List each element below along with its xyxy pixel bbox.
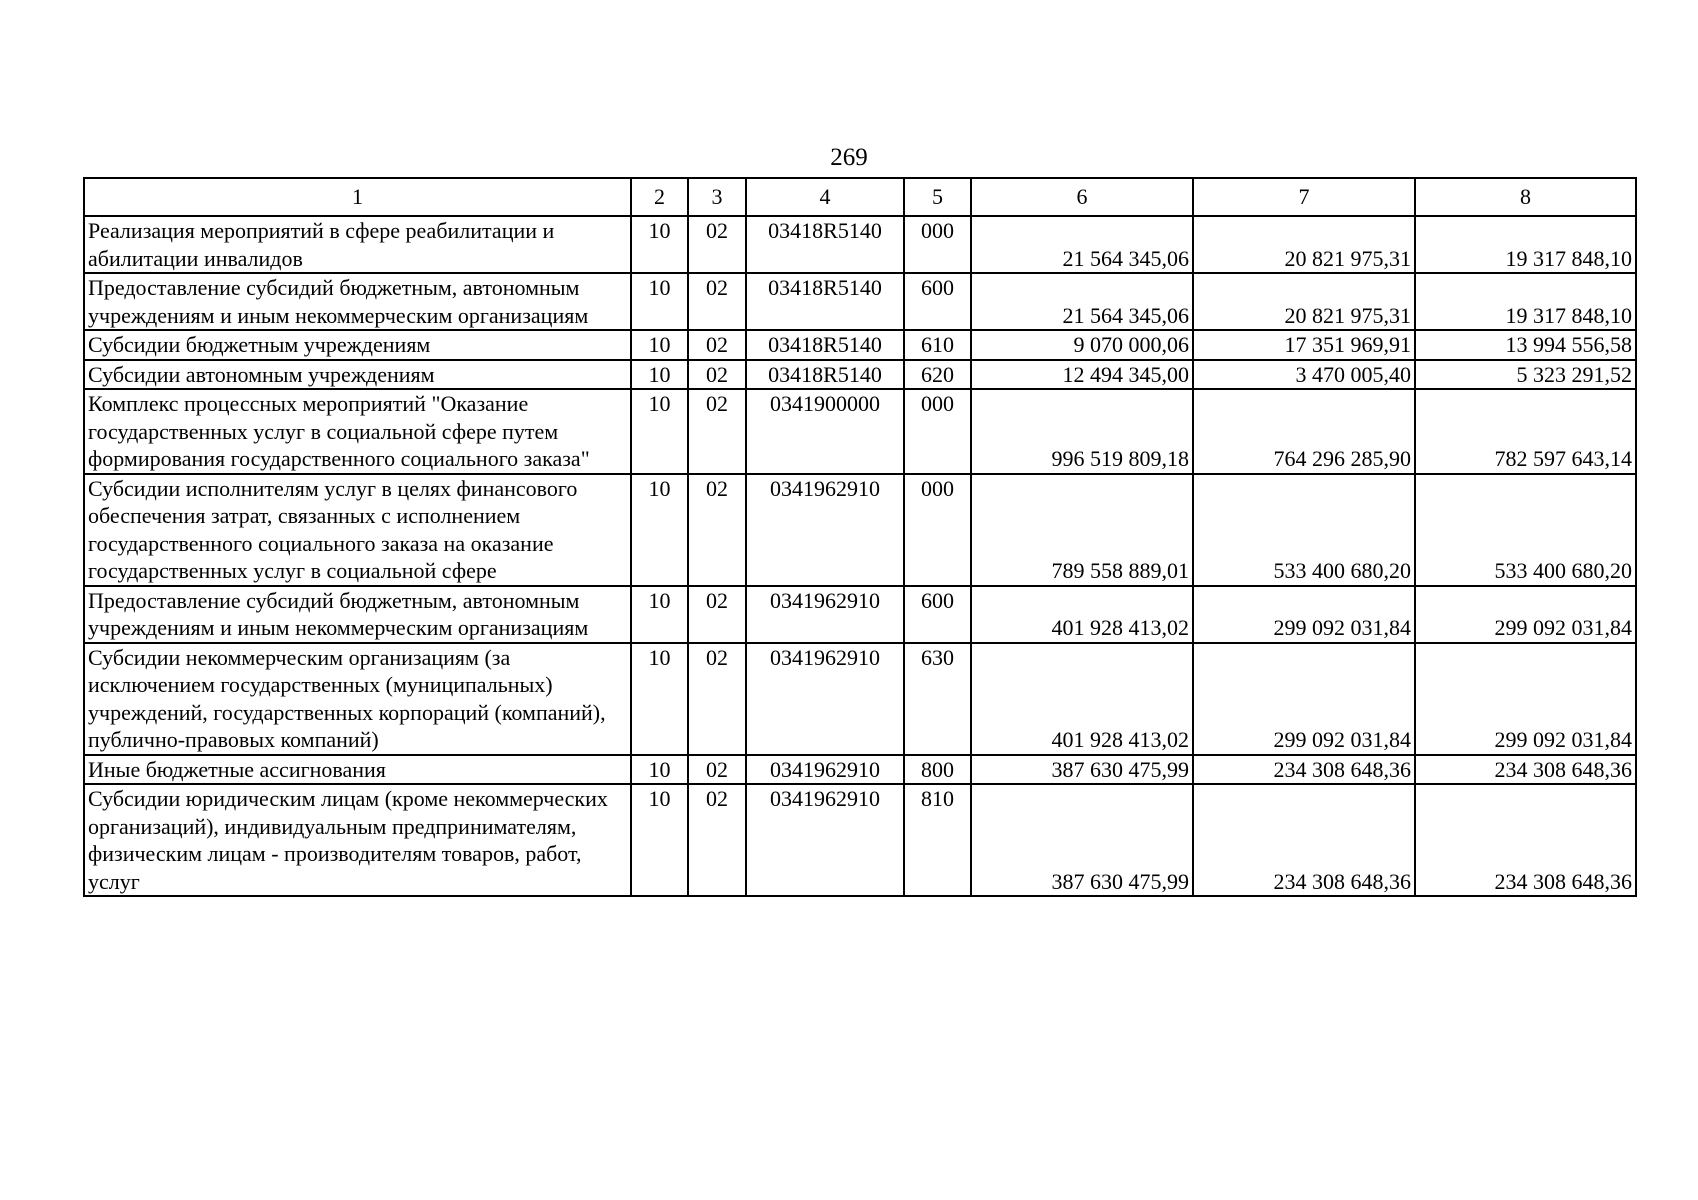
row-subsection-cell: 02 <box>688 586 746 643</box>
row-expense-type-cell: 000 <box>904 474 971 586</box>
row-target-article-cell: 0341962910 <box>746 755 904 785</box>
row-subsection-cell: 02 <box>688 389 746 474</box>
header-cell: 2 <box>631 178 688 216</box>
header-cell: 5 <box>904 178 971 216</box>
row-amount-col8-cell: 13 994 556,58 <box>1415 330 1636 360</box>
row-section-cell: 10 <box>631 389 688 474</box>
row-amount-col6-cell: 21 564 345,06 <box>971 273 1193 330</box>
row-expense-type-cell: 810 <box>904 784 971 896</box>
table-row <box>84 389 1636 474</box>
row-section-cell: 10 <box>631 330 688 360</box>
row-name-cell: Комплекс процессных мероприятий "Оказание государственных услуг в социальной сфере путем формирования государственного социального заказа" <box>84 389 631 474</box>
row-subsection-cell: 02 <box>688 784 746 896</box>
page-number: 269 <box>830 144 868 171</box>
row-section-cell: 10 <box>631 784 688 896</box>
row-expense-type-cell: 800 <box>904 755 971 785</box>
row-name-cell: Иные бюджетные ассигнования <box>84 755 631 785</box>
row-section-cell: 10 <box>631 643 688 755</box>
row-name-cell: Предоставление субсидий бюджетным, автономным учреждениям и иным некоммерческим организациям <box>84 586 631 643</box>
row-subsection-cell: 02 <box>688 216 746 273</box>
row-amount-col7-cell: 3 470 005,40 <box>1193 360 1415 390</box>
row-amount-col6-cell: 401 928 413,02 <box>971 643 1193 755</box>
table-row <box>84 586 1636 643</box>
row-subsection-cell: 02 <box>688 474 746 586</box>
header-cell: 3 <box>688 178 746 216</box>
row-amount-col6-cell: 996 519 809,18 <box>971 389 1193 474</box>
row-amount-col8-cell: 299 092 031,84 <box>1415 643 1636 755</box>
row-expense-type-cell: 620 <box>904 360 971 390</box>
row-amount-col7-cell: 20 821 975,31 <box>1193 273 1415 330</box>
row-expense-type-cell: 000 <box>904 389 971 474</box>
row-target-article-cell: 03418R5140 <box>746 216 904 273</box>
row-target-article-cell: 03418R5140 <box>746 330 904 360</box>
row-expense-type-cell: 610 <box>904 330 971 360</box>
row-target-article-cell: 0341962910 <box>746 586 904 643</box>
table-row <box>84 330 1636 360</box>
table-row <box>84 360 1636 390</box>
row-section-cell: 10 <box>631 586 688 643</box>
row-section-cell: 10 <box>631 273 688 330</box>
row-target-article-cell: 0341962910 <box>746 643 904 755</box>
header-cell: 1 <box>84 178 631 216</box>
row-amount-col8-cell: 19 317 848,10 <box>1415 273 1636 330</box>
row-section-cell: 10 <box>631 360 688 390</box>
row-amount-col8-cell: 782 597 643,14 <box>1415 389 1636 474</box>
row-name-cell: Предоставление субсидий бюджетным, автономным учреждениям и иным некоммерческим организациям <box>84 273 631 330</box>
row-amount-col6-cell: 401 928 413,02 <box>971 586 1193 643</box>
row-subsection-cell: 02 <box>688 755 746 785</box>
row-amount-col8-cell: 234 308 648,36 <box>1415 755 1636 785</box>
table-row <box>84 273 1636 330</box>
row-name-cell: Субсидии бюджетным учреждениям <box>84 330 631 360</box>
row-target-article-cell: 03418R5140 <box>746 273 904 330</box>
row-target-article-cell: 0341900000 <box>746 389 904 474</box>
row-name-cell: Субсидии юридическим лицам (кроме некоммерческих организаций), индивидуальным предпринимателям, физическим лицам - производителям товаров, работ, услуг <box>84 784 631 896</box>
row-amount-col8-cell: 299 092 031,84 <box>1415 586 1636 643</box>
row-amount-col7-cell: 234 308 648,36 <box>1193 755 1415 785</box>
row-amount-col7-cell: 299 092 031,84 <box>1193 643 1415 755</box>
row-amount-col8-cell: 19 317 848,10 <box>1415 216 1636 273</box>
table-row <box>84 216 1636 273</box>
row-amount-col7-cell: 234 308 648,36 <box>1193 784 1415 896</box>
row-amount-col6-cell: 12 494 345,00 <box>971 360 1193 390</box>
row-expense-type-cell: 600 <box>904 273 971 330</box>
row-amount-col7-cell: 20 821 975,31 <box>1193 216 1415 273</box>
row-amount-col7-cell: 17 351 969,91 <box>1193 330 1415 360</box>
row-subsection-cell: 02 <box>688 360 746 390</box>
row-section-cell: 10 <box>631 216 688 273</box>
header-cell: 7 <box>1193 178 1415 216</box>
row-target-article-cell: 0341962910 <box>746 474 904 586</box>
row-amount-col7-cell: 299 092 031,84 <box>1193 586 1415 643</box>
row-amount-col6-cell: 789 558 889,01 <box>971 474 1193 586</box>
row-expense-type-cell: 630 <box>904 643 971 755</box>
row-amount-col6-cell: 387 630 475,99 <box>971 784 1193 896</box>
row-target-article-cell: 0341962910 <box>746 784 904 896</box>
table-row <box>84 784 1636 896</box>
row-amount-col7-cell: 533 400 680,20 <box>1193 474 1415 586</box>
row-amount-col8-cell: 234 308 648,36 <box>1415 784 1636 896</box>
budget-table <box>83 177 1637 897</box>
table-header-row <box>84 178 1636 216</box>
row-amount-col6-cell: 387 630 475,99 <box>971 755 1193 785</box>
header-cell: 4 <box>746 178 904 216</box>
header-cell: 8 <box>1415 178 1636 216</box>
row-name-cell: Субсидии исполнителям услуг в целях финансового обеспечения затрат, связанных с исполнением государственного социального заказа на оказание государственных услуг в социальной сфере <box>84 474 631 586</box>
header-cell: 6 <box>971 178 1193 216</box>
row-expense-type-cell: 000 <box>904 216 971 273</box>
table-row <box>84 474 1636 586</box>
row-subsection-cell: 02 <box>688 330 746 360</box>
row-name-cell: Реализация мероприятий в сфере реабилитации и абилитации инвалидов <box>84 216 631 273</box>
row-amount-col7-cell: 764 296 285,90 <box>1193 389 1415 474</box>
table-row <box>84 755 1636 785</box>
row-amount-col6-cell: 21 564 345,06 <box>971 216 1193 273</box>
row-name-cell: Субсидии автономным учреждениям <box>84 360 631 390</box>
table-row <box>84 643 1636 755</box>
row-amount-col8-cell: 533 400 680,20 <box>1415 474 1636 586</box>
row-target-article-cell: 03418R5140 <box>746 360 904 390</box>
row-subsection-cell: 02 <box>688 643 746 755</box>
row-section-cell: 10 <box>631 474 688 586</box>
row-subsection-cell: 02 <box>688 273 746 330</box>
row-name-cell: Субсидии некоммерческим организациям (за исключением государственных (муниципальных) учреждений, государственных корпораций (компаний), публично-правовых компаний) <box>84 643 631 755</box>
row-expense-type-cell: 600 <box>904 586 971 643</box>
row-amount-col8-cell: 5 323 291,52 <box>1415 360 1636 390</box>
row-amount-col6-cell: 9 070 000,06 <box>971 330 1193 360</box>
row-section-cell: 10 <box>631 755 688 785</box>
